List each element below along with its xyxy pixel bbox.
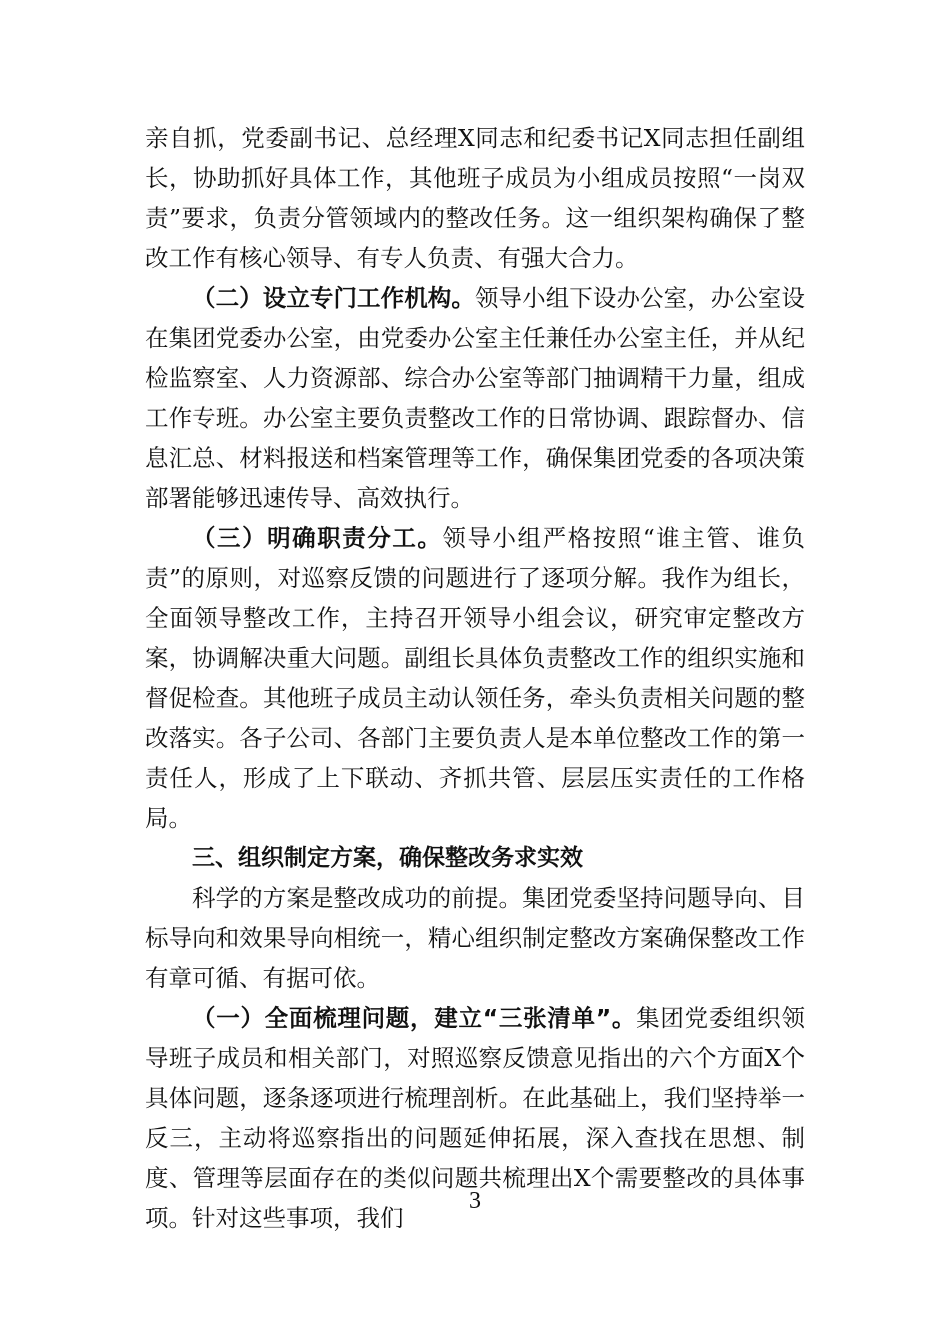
paragraph-lead: （二）设立专门工作机构。 [192,284,475,312]
paragraph-body: 集团党委组织领导班子成员和相关部门，对照巡察反馈意见指出的六个方面X个具体问题，逐条逐项进行梳理剖析。在此基础上，我们坚持举一反三，主动将巡察指出的问题延伸拓展，深入查找在思想、制度、管理等层面存在的类似问题共梳理出X个需要整改的具体事项。针对这些事项，我们 [145,1004,806,1232]
paragraph-body: 领导小组下设办公室，办公室设在集团党委办公室，由党委办公室主任兼任办公室主任，并从纪检监察室、人力资源部、综合办公室等部门抽调精干力量，组成工作专班。办公室主要负责整改工作的日常协调、跟踪督办、信息汇总、材料报送和档案管理等工作，确保集团党委的各项决策部署能够迅速传导、高效执行。 [145,284,806,512]
paragraph-responsibilities [145,518,805,838]
page-number: 3 [469,1188,481,1214]
paragraph-body: 领导小组严格按照“谁主管、谁负责”的原则，对巡察反馈的问题进行了逐项分解。我作为组长，全面领导整改工作，主持召开领导小组会议，研究审定整改方案，协调解决重大问题。副组长具体负责整改工作的组织实施和督促检查。其他班子成员主动认领任务，牵头负责相关问题的整改落实。各子公司、各部门主要负责人是本单位整改工作的第一责任人，形成了上下联动、齐抓共管、层层压实责任的工作格局。 [145,524,806,832]
paragraph-lead: （一）全面梳理问题，建立“三张清单”。 [192,1004,637,1032]
document-page [145,118,805,1238]
paragraph-work-office [145,278,805,518]
section-heading: 三、组织制定方案，确保整改务求实效 [192,845,583,871]
paragraph-continued: 亲自抓，党委副书记、总经理X同志和纪委书记X同志担任副组长，协助抓好具体工作，其他班子成员为小组成员按照“一岗双责”要求，负责分管领域内的整改任务。这一组织架构确保了整改工作有核心领导、有专人负责、有强大合力。 [145,124,805,272]
paragraph-lead: （三）明确职责分工。 [192,524,443,552]
paragraph-plan-intro: 科学的方案是整改成功的前提。集团党委坚持问题导向、目标导向和效果导向相统一，精心组织制定整改方案确保整改工作有章可循、有据可依。 [145,884,805,992]
